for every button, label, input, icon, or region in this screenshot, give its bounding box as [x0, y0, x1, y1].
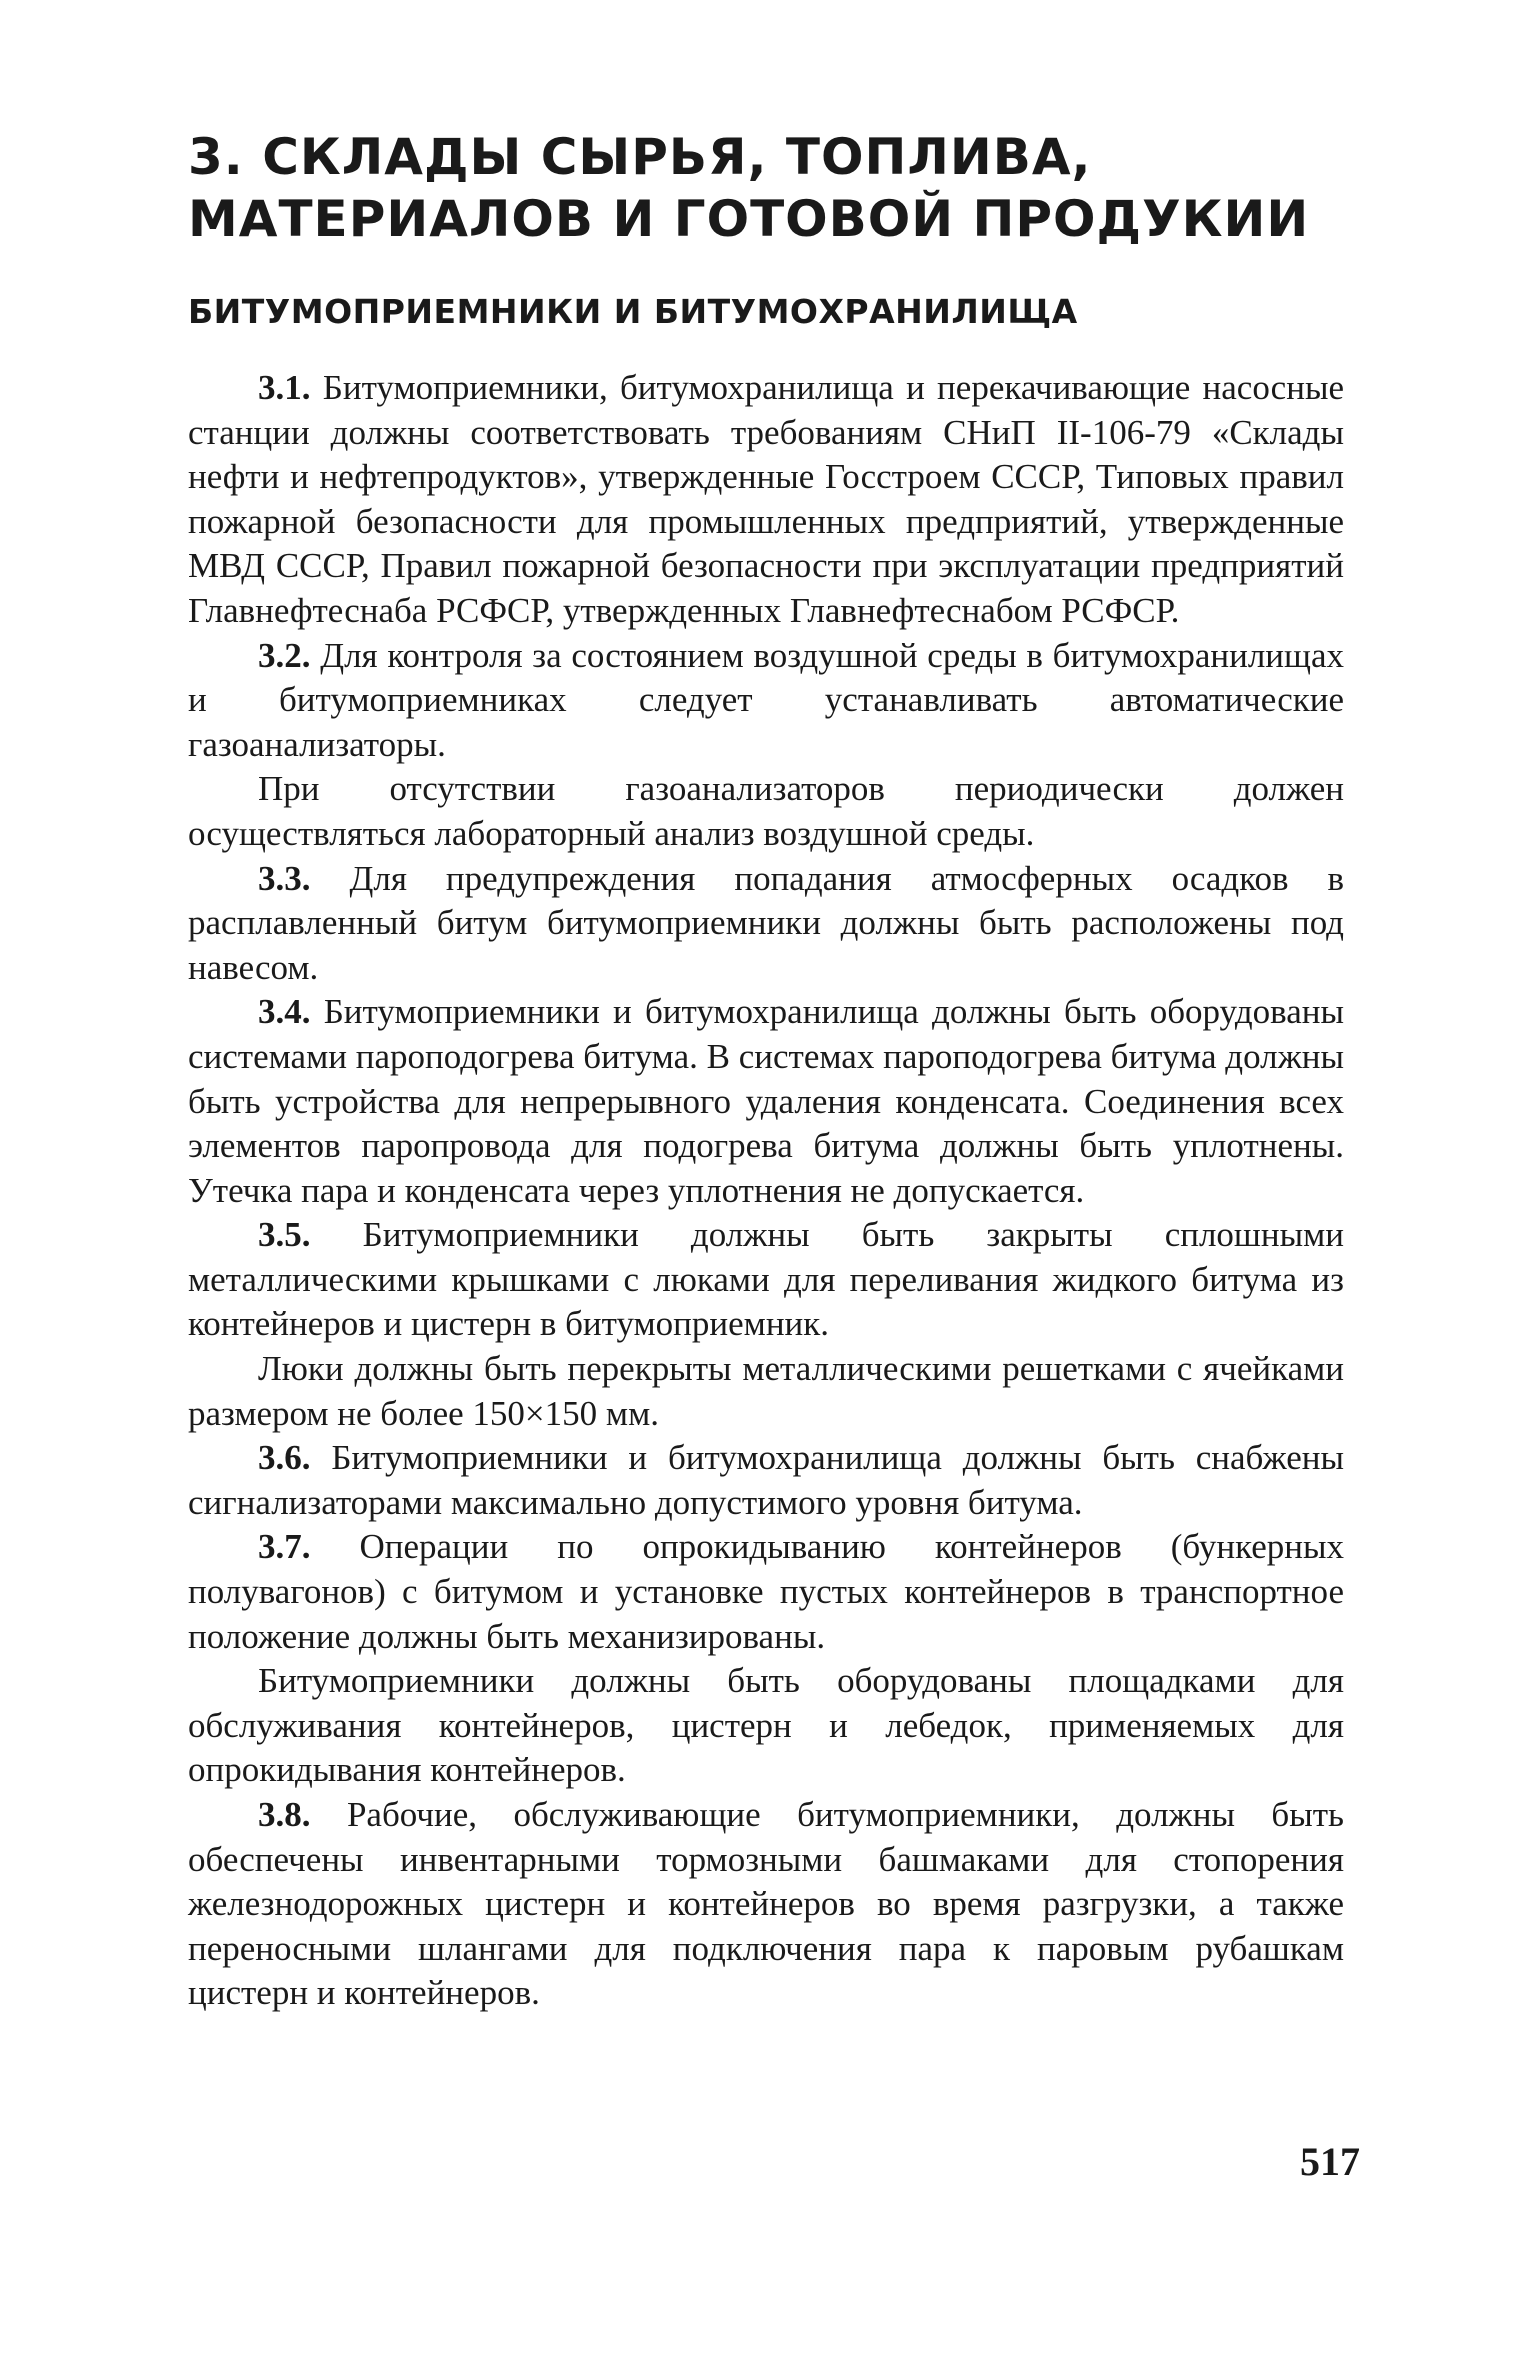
paragraph-number: 3.1. [258, 368, 311, 407]
paragraph-3-6 [188, 1436, 1344, 1525]
paragraph-number: 3.2. [258, 635, 311, 675]
paragraph-text: Битумоприемники, битумохранилища и перекачивающие насосные станции должны соответствовать требованиям СНиП II-106-79 «Склады нефти и нефтепродуктов», утвержденные Госстроем СССР, Типовых правил пожарной безопасности для промышленных предприятий, утвержденные МВД СССР, Правил пожарной безопасности при эксплуатации предприятий Главнефтеснаба РСФСР, утвержденных Главнефтеснабом РСФСР. [188, 368, 1345, 630]
paragraph-3-8 [188, 1793, 1344, 2016]
paragraph-3-2 [188, 634, 1344, 768]
paragraph-text: Для контроля за состоянием воздушной среды в битумохранилищах и битумоприемниках следует устанавливать автоматические газоанализаторы. [188, 635, 1344, 764]
paragraph-3-5-continued [188, 1347, 1344, 1436]
paragraph-text: Операции по опрокидыванию контейнеров (бункерных полувагонов) с битумом и установке пустых контейнеров в транспортное положение должны быть механизированы. [188, 1527, 1344, 1656]
chapter-title-line-2: МАТЕРИАЛОВ И ГОТОВОЙ ПРОДУКИИ [188, 190, 1310, 248]
paragraph-number: 3.3. [258, 858, 311, 898]
paragraph-text: Для предупреждения попадания атмосферных осадков в расплавленный битум битумоприемники должны быть расположены под навесом. [188, 858, 1344, 987]
chapter-title-line-1: 3. СКЛАДЫ СЫРЬЯ, ТОПЛИВА, [188, 128, 1092, 186]
body-text [188, 366, 1344, 2016]
paragraph-text: При отсутствии газоанализаторов периодически должен осуществляться лабораторный анализ воздушной среды. [188, 769, 1344, 853]
paragraph-3-7-continued [188, 1659, 1344, 1793]
paragraph-text: Битумоприемники и битумохранилища должны быть снабжены сигнализаторами максимально допустимого уровня битума. [188, 1438, 1344, 1522]
paragraph-3-3 [188, 857, 1344, 991]
paragraph-3-5 [188, 1213, 1344, 1347]
paragraph-text: Битумоприемники должны быть закрыты сплошными металлическими крышками с люками для переливания жидкого битума из контейнеров и цистерн в битумоприемник. [188, 1215, 1345, 1344]
paragraph-text: Люки должны быть перекрыты металлическими решетками с ячейками размером не более 150×150 мм. [188, 1349, 1344, 1433]
paragraph-number: 3.7. [258, 1527, 311, 1567]
paragraph-text: Битумоприемники должны быть оборудованы площадками для обслуживания контейнеров, цистерн и лебедок, применяемых для опрокидывания контейнеров. [188, 1661, 1344, 1790]
paragraph-text: Битумоприемники и битумохранилища должны быть оборудованы системами пароподогрева битума. В системах пароподогрева битума должны быть устройства для непрерывного удаления конденсата. Соединения всех элементов паропровода для подогрева битума должны быть уплотнены. Утечка пара и конденсата через уплотнения не допускается. [188, 992, 1344, 1210]
page-number: 517 [1300, 2139, 1360, 2184]
paragraph-number: 3.4. [258, 992, 311, 1032]
chapter-title [188, 126, 1368, 250]
paragraph-number: 3.8. [258, 1795, 311, 1834]
paragraph-number: 3.6. [258, 1438, 311, 1478]
paragraph-3-7 [188, 1525, 1344, 1659]
paragraph-3-4 [188, 990, 1344, 1213]
paragraph-text: Рабочие, обслуживающие битумоприемники, должны быть обеспечены инвентарными тормозными башмаками для стопорения железнодорожных цистерн и контейнеров во время разгрузки, а также переносными шлангами для подключения пара к паровым рубашкам цистерн и контейнеров. [188, 1795, 1345, 2013]
paragraph-3-1 [188, 366, 1344, 634]
paragraph-3-2-continued [188, 767, 1344, 856]
section-title: БИТУМОПРИЕМНИКИ И БИТУМОХРАНИЛИЩА [188, 292, 1078, 331]
paragraph-number: 3.5. [258, 1215, 311, 1255]
